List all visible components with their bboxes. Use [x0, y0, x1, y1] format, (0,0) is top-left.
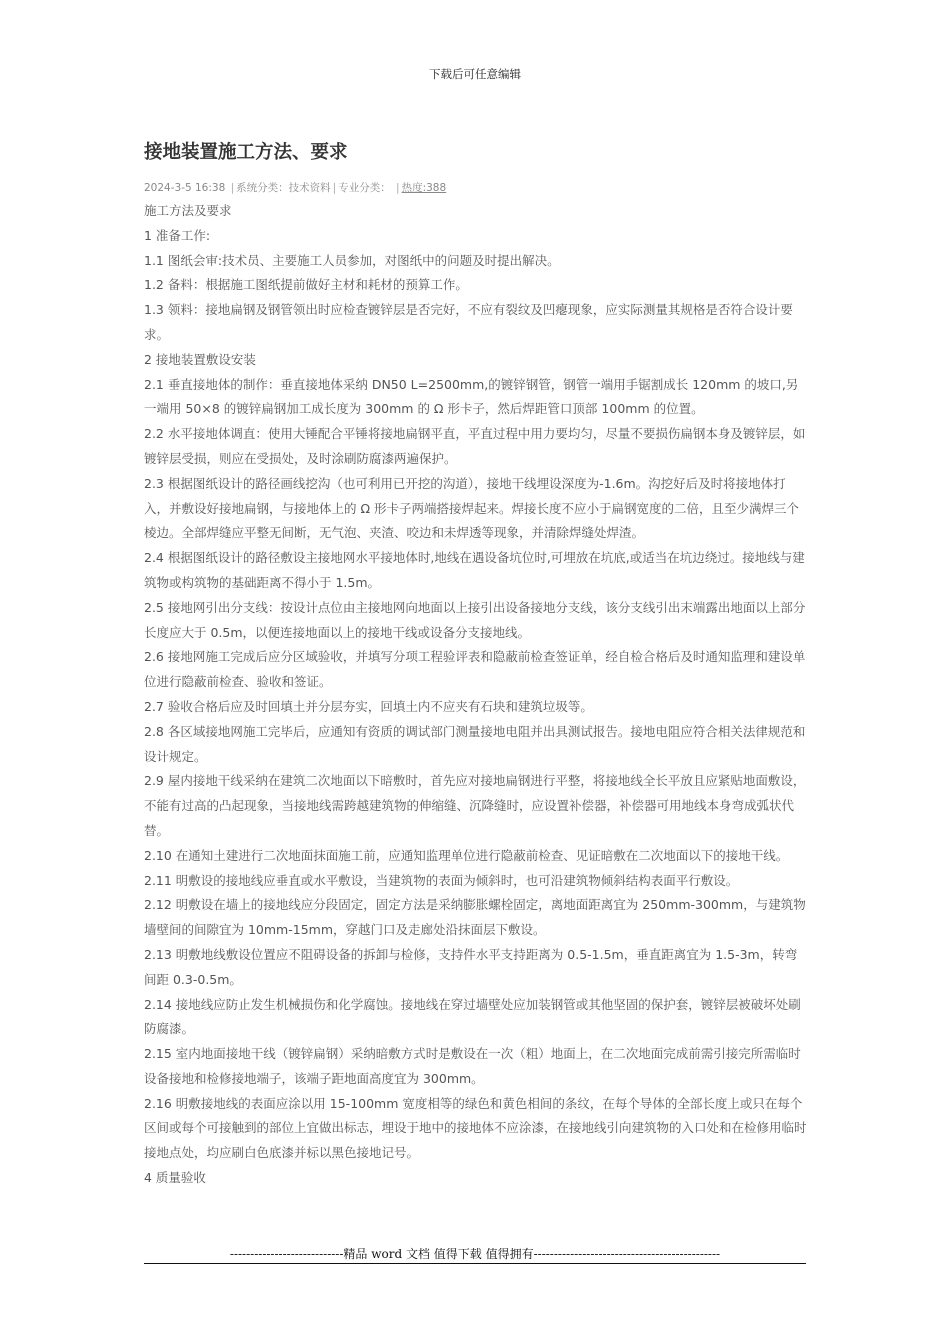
paragraph: 2.6 接地网施工完成后应分区域验收，并填写分项工程验评表和隐蔽前检查签证单，经自检合格后及时通知监理和建设单位进行隐蔽前检查、验收和签证。	[144, 649, 806, 690]
paragraph: 2.12 明敷设在墙上的接地线应分段固定，固定方法是采纳膨胀螺栓固定，离地面距离宜为 250mm-300mm，与建筑物墙壁间的间隙宜为 10mm-15mm，穿越门口及走廊处沿抹面层下敷设。	[144, 897, 806, 938]
header-note: 下载后可任意编辑	[429, 67, 521, 81]
publish-date: 2024-3-5 16:38	[144, 182, 226, 194]
paragraph: 2.9 屋内接地干线采纳在建筑二次地面以下暗敷时，首先应对接地扁钢进行平整，将接地线全长平放且应紧贴地面敷设，不能有过高的凸起现象，当接地线需跨越建筑物的伸缩缝、沉降缝时，应设置补偿器，补偿器可用地线本身弯成弧状代替。	[144, 773, 806, 838]
popularity-link[interactable]: 热度:388	[401, 182, 447, 194]
paragraph: 2.8 各区域接地网施工完毕后，应通知有资质的调试部门测量接地电阻并出具测试报告。接地电阻应符合相关法律规范和设计规定。	[144, 723, 806, 764]
footer-divider	[144, 1263, 806, 1264]
paragraph: 2.1 垂直接地体的制作：垂直接地体采纳 DN50 L=2500mm,的镀锌钢管，钢管一端用手锯割成长 120mm 的坡口,另一端用 50×8 的镀锌扁钢加工成长度为 300mm 的 Ω 形卡子，然后焊距管口顶部 100mm 的位置。	[144, 376, 799, 417]
professional-category: 专业分类：	[338, 182, 391, 194]
article-meta	[144, 180, 446, 195]
paragraph: 2.14 接地线应防止发生机械损伤和化学腐蚀。接地线在穿过墙壁处应加装钢管或其他坚固的保护套，镀锌层被破坏处刷防腐漆。	[144, 996, 801, 1037]
paragraph: 2.15 室内地面接地干线（镀锌扁钢）采纳暗敷方式时是敷设在一次（粗）地面上，在二次地面完成前需引接完所需临时设备接地和检修接地端子，该端子距地面高度宜为 300mm。	[144, 1046, 801, 1086]
footer-banner: ----------------------------精品 word 文档 值得下载 值得拥有----------------------------------------------	[229, 1247, 721, 1261]
meta-separator: |	[230, 182, 235, 194]
paragraph: 施工方法及要求	[144, 203, 232, 218]
paragraph: 2.11 明敷设的接地线应垂直或水平敷设，当建筑物的表面为倾斜时，也可沿建筑物倾斜结构表面平行敷设。	[144, 872, 739, 888]
paragraph: 2.5 接地网引出分支线：按设计点位由主接地网向地面以上接引出设备接地分支线，该分支线引出末端露出地面以上部分长度应大于 0.5m，以便连接地面以上的接地干线或设备分支接地线。	[144, 599, 806, 640]
paragraph: 1 准备工作:	[144, 227, 211, 243]
meta-separator: |	[332, 182, 337, 194]
system-category: 系统分类：技术资料	[236, 182, 331, 194]
paragraph: 4 质量验收	[144, 1170, 206, 1186]
paragraph: 1.3 领料：接地扁钢及钢管领出时应检查镀锌层是否完好，不应有裂纹及凹瘪现象，应实际测量其规格是否符合设计要求。	[144, 302, 793, 342]
paragraph: 2.3 根据图纸设计的路径画线挖沟（也可利用已开挖的沟道），接地干线埋设深度为-1.6m。沟挖好后及时将接地体打入，并敷设好接地扁钢，与接地体上的 Ω 形卡子两端搭接焊起来。焊接长度不应小于扁钢宽度的二倍，且至少满焊三个棱边。全部焊缝应平整无间断，无气泡、夹渣、咬边和未焊透等现象，并清除焊缝处焊渣。	[144, 475, 800, 541]
article-title: 接地装置施工方法、要求	[144, 142, 348, 163]
paragraph: 1.2 备料：根据施工图纸提前做好主材和耗材的预算工作。	[144, 277, 468, 293]
paragraph: 2 接地装置敷设安装	[144, 351, 256, 367]
paragraph: 1.1 图纸会审:技术员、主要施工人员参加，对图纸中的问题及时提出解决。	[144, 252, 560, 268]
article-body	[144, 199, 808, 1191]
paragraph: 2.10 在通知土建进行二次地面抹面施工前，应通知监理单位进行隐蔽前检查、见证暗敷在二次地面以下的接地干线。	[144, 847, 789, 863]
paragraph: 2.13 明敷地线敷设位置应不阻碍设备的拆卸与检修，支持件水平支持距离为 0.5-1.5m，垂直距离宜为 1.5-3m，转弯间距 0.3-0.5m。	[144, 946, 798, 987]
paragraph: 2.7 验收合格后应及时回填土并分层夯实，回填土内不应夹有石块和建筑垃圾等。	[144, 698, 593, 714]
meta-separator: |	[396, 182, 400, 194]
paragraph: 2.16 明敷接地线的表面应涂以用 15-100mm 宽度相等的绿色和黄色相间的条纹，在每个导体的全部长度上或只在每个区间或每个可接触到的部位上宜做出标志，埋设于地中的接地体不应涂漆，在接地线引向建筑物的入口处和在检修用临时接地点处，均应刷白色底漆并标以黑色接地记号。	[144, 1095, 807, 1161]
paragraph: 2.2 水平接地体调直：使用大锤配合平锤将接地扁钢平直，平直过程中用力要均匀，尽量不要损伤扁钢本身及镀锌层，如镀锌层受损，则应在受损处，及时涂刷防腐漆两遍保护。	[144, 426, 806, 466]
paragraph: 2.4 根据图纸设计的路径敷设主接地网水平接地体时,地线在遇设备坑位时,可埋放在坑底,或适当在坑边绕过。接地线与建筑物或构筑物的基础距离不得小于 1.5m。	[144, 550, 805, 590]
